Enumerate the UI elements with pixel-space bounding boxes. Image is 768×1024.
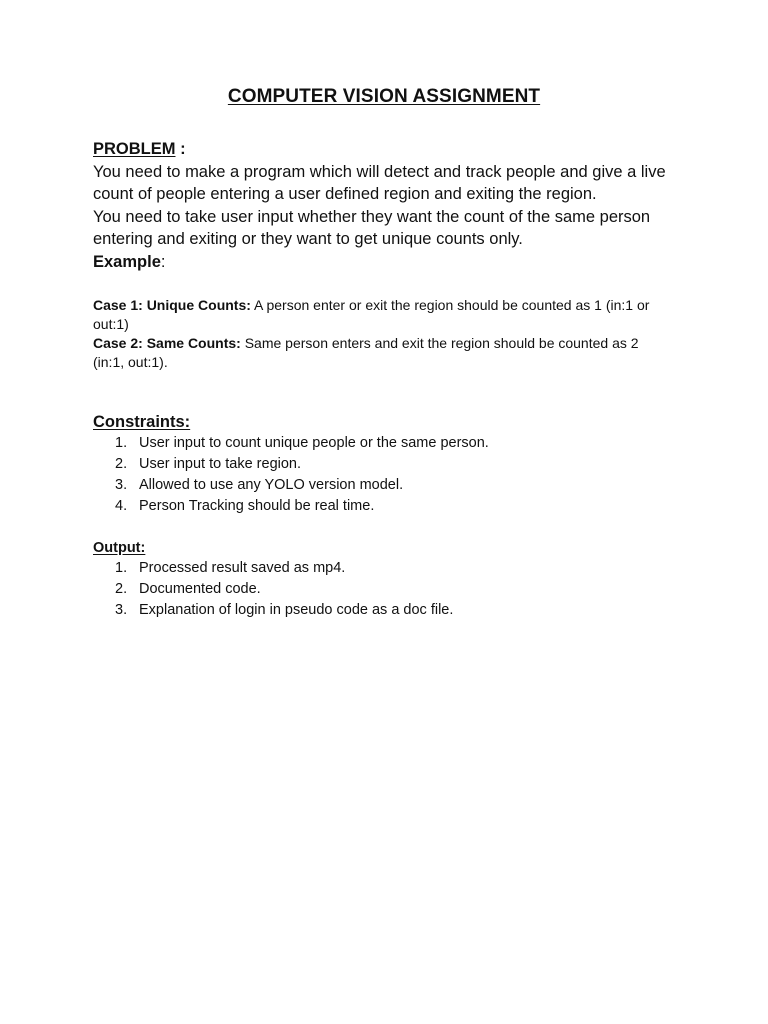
output-list [93,558,693,621]
example-heading [93,251,693,274]
problem-heading [93,138,693,161]
list-item-text: Allowed to use any YOLO version model. [139,477,404,493]
example-suffix: : [160,252,166,271]
example-label: Example [93,252,161,271]
output-heading: Output: [93,540,146,556]
case-1-label: Case 1: Unique Counts: [93,297,251,313]
list-item-text: Documented code. [139,581,261,597]
list-item [93,600,693,621]
list-item-number: 1. [115,435,128,451]
list-item [93,454,693,475]
list-item-number: 3. [115,477,128,493]
problem-paragraph-2: You need to take user input whether they want the count of the same person entering and exiting or they want to get unique counts only. [93,207,651,249]
cases-section [93,296,673,372]
constraints-section [93,411,693,517]
list-item-number: 2. [115,581,128,597]
case-2-text: Same person enters and exit the region should be counted as 2 (in:1, out:1). [93,335,639,370]
list-item-text: Explanation of login in pseudo code as a doc file. [139,602,454,618]
list-item [93,433,693,454]
list-item [93,475,693,496]
problem-heading-label: PROBLEM [93,140,176,158]
document-title: COMPUTER VISION ASSIGNMENT [227,86,541,107]
list-item-text: Processed result saved as mp4. [139,560,346,576]
case-1 [93,296,673,334]
list-item [93,558,693,579]
list-item-number: 3. [115,602,128,618]
problem-section [93,138,693,274]
problem-heading-suffix: : [175,140,186,158]
list-item-text: User input to take region. [139,456,302,472]
constraints-list [93,433,693,517]
list-item [93,579,693,600]
list-item-number: 1. [115,560,128,576]
list-item [93,496,693,517]
list-item-text: User input to count unique people or the same person. [139,435,489,451]
output-section [93,538,693,621]
case-1-text: A person enter or exit the region should be counted as 1 (in:1 or out:1) [93,297,650,332]
list-item-number: 2. [115,456,128,472]
case-2-label: Case 2: Same Counts: [93,335,241,351]
list-item-number: 4. [115,498,128,514]
problem-paragraph-1: You need to make a program which will detect and track people and give a live count of people entering a user defined region and exiting the region. [93,162,666,204]
case-2 [93,334,673,372]
list-item-text: Person Tracking should be real time. [139,498,375,514]
constraints-heading: Constraints: [93,413,191,431]
